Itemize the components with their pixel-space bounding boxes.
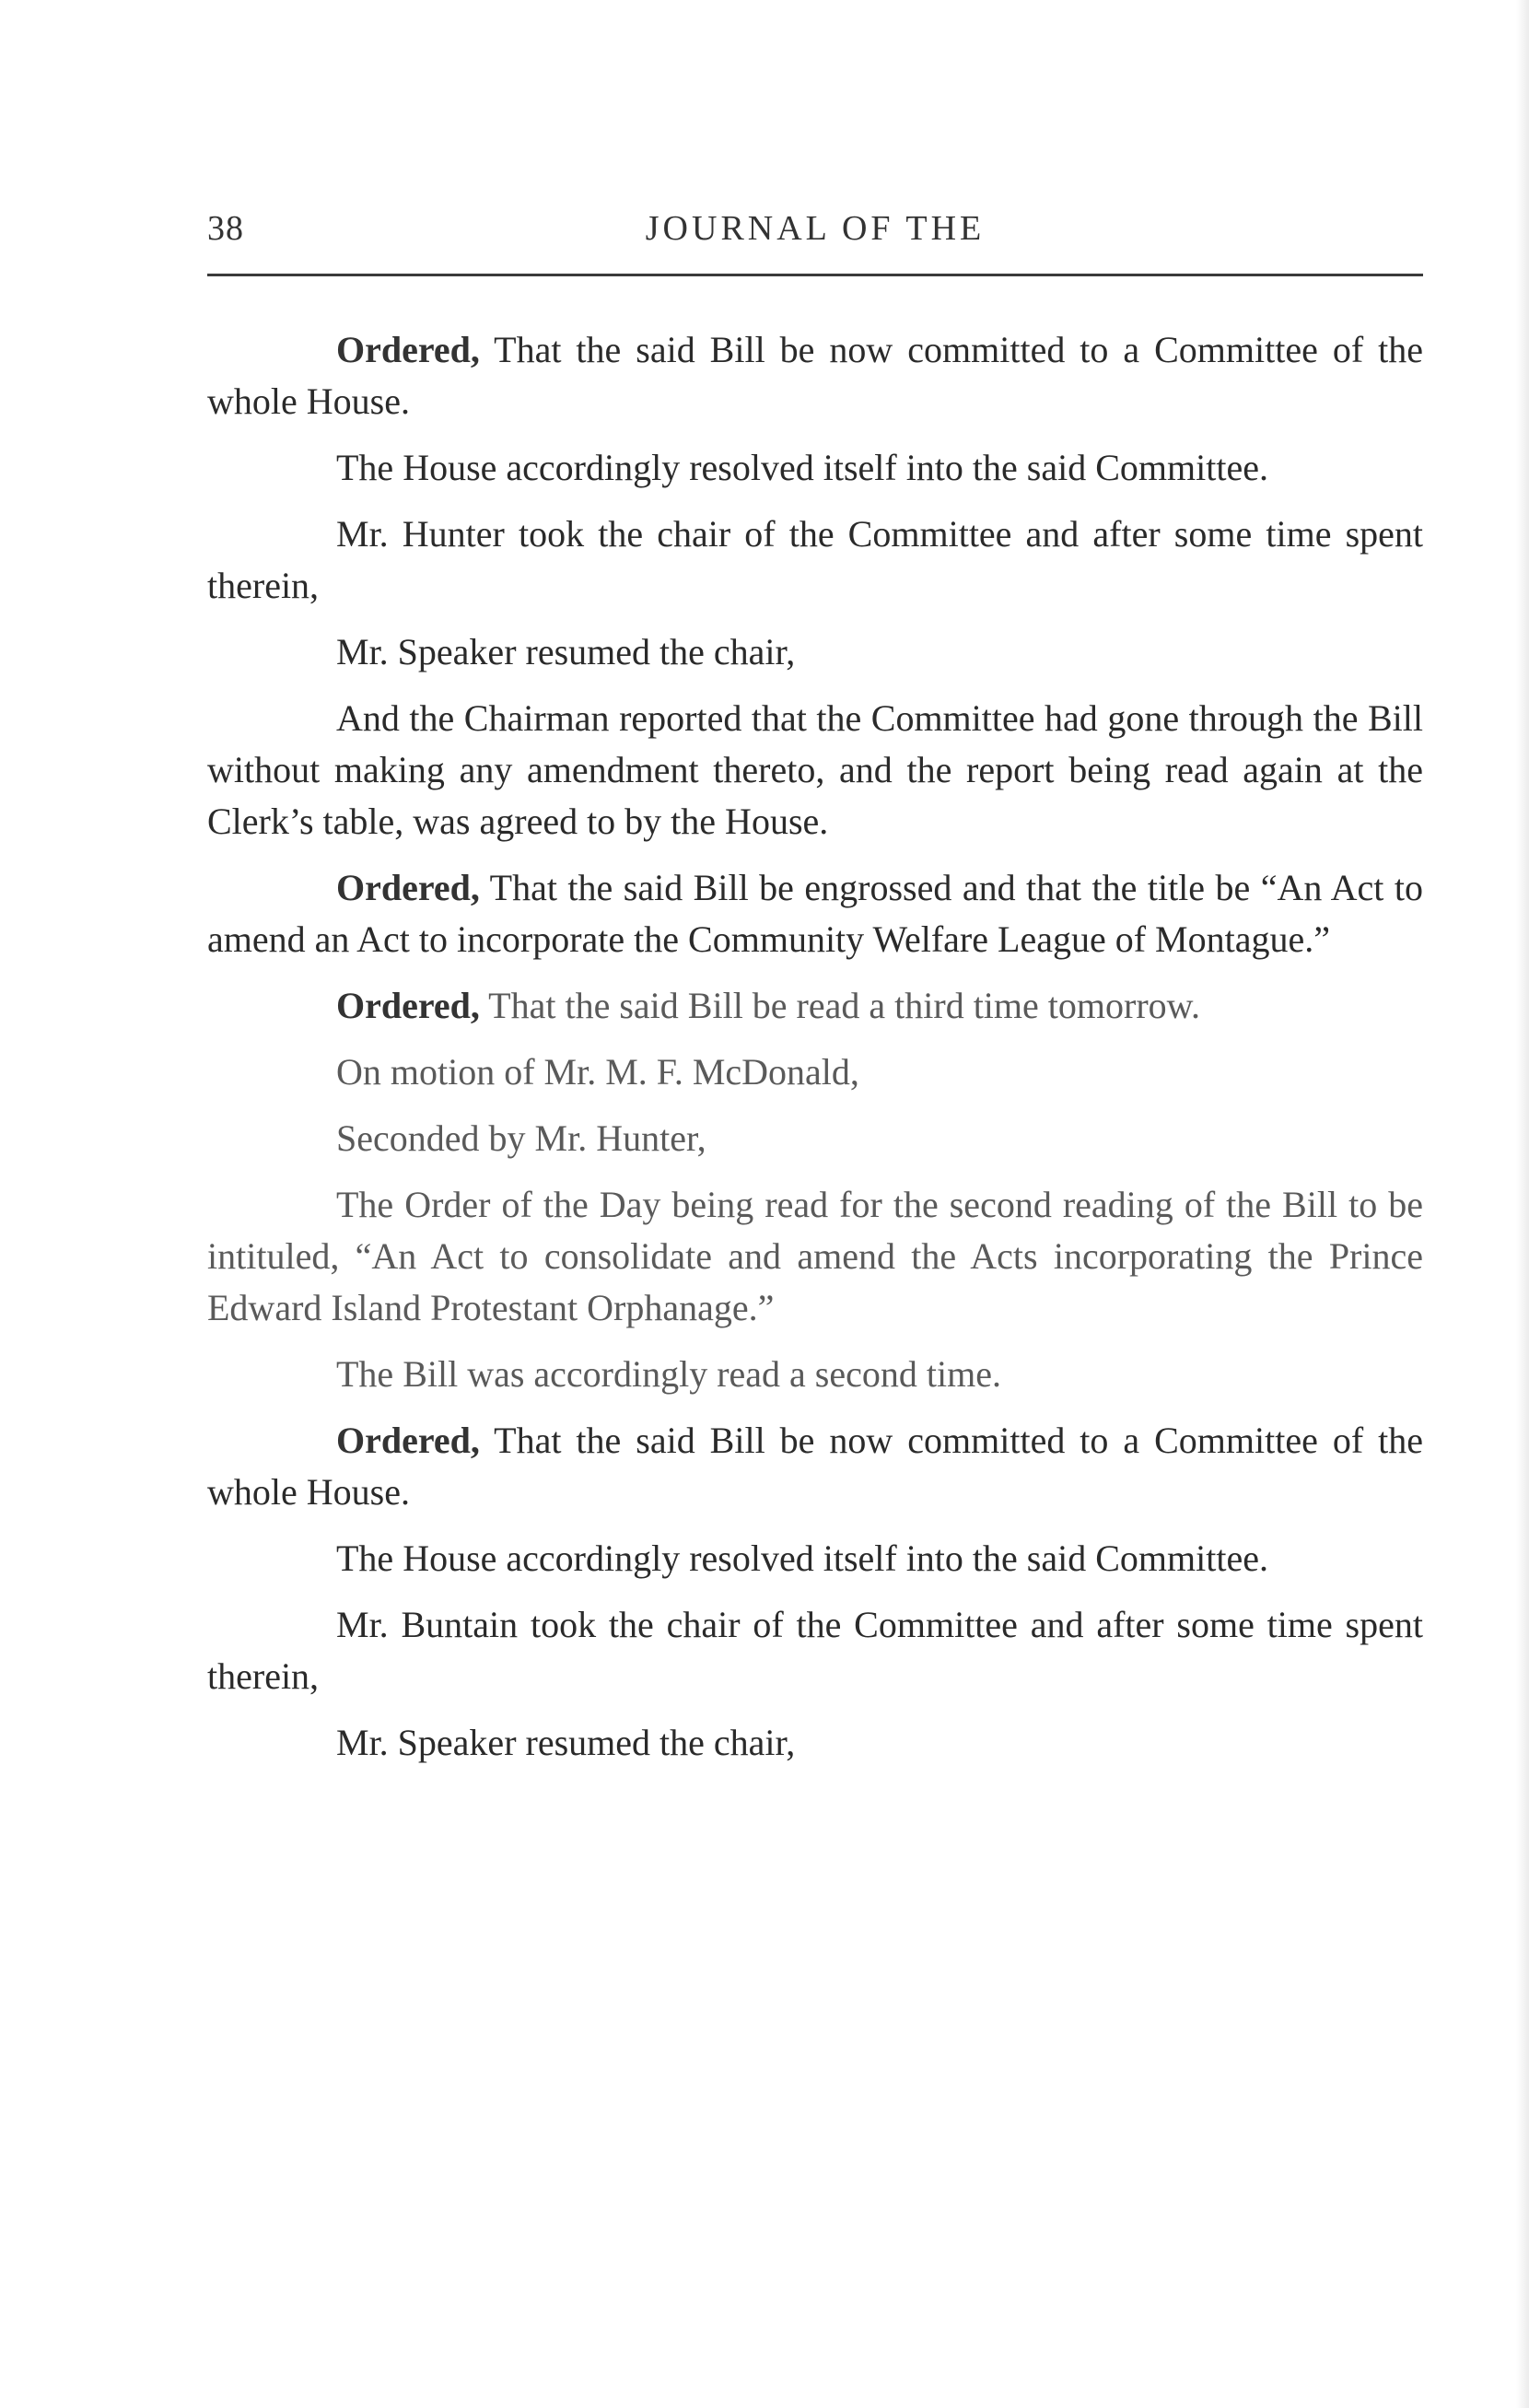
- paragraph-ordered-third-reading: [207, 980, 1423, 1032]
- page-edge-shadow: [1516, 0, 1529, 2408]
- paragraph-hunter-chair: [207, 508, 1423, 612]
- paragraph-text: Mr. Hunter took the chair of the Committee and after some time spent therein,: [207, 513, 1423, 606]
- paragraph-house-resolved: [207, 442, 1423, 494]
- paragraph-text: That the said Bill be now committed to a Committee of the whole House.: [207, 1420, 1423, 1513]
- paragraph-text: Mr. Speaker resumed the chair,: [336, 631, 796, 672]
- paragraph-text: The Order of the Day being read for the second reading of the Bill to be intituled, “An Act to consolidate and amend the Acts incorporating the Prince Edward Island Protestant Orphanage.”: [207, 1184, 1423, 1328]
- running-head: [207, 208, 1423, 263]
- paragraph-house-resolved-2: [207, 1533, 1423, 1584]
- paragraph-ordered-committed-2: [207, 1415, 1423, 1518]
- paragraph-lead: Ordered,: [336, 1420, 480, 1461]
- paragraph-text: That the said Bill be now committed to a Committee of the whole House.: [207, 329, 1423, 422]
- paragraph-text: The House accordingly resolved itself into the said Committee.: [336, 447, 1268, 488]
- paragraph-text: The House accordingly resolved itself into the said Committee.: [336, 1537, 1268, 1579]
- paragraph-lead: Ordered,: [336, 867, 480, 908]
- journal-title: JOURNAL OF THE: [645, 209, 986, 248]
- paragraph-order-of-day: [207, 1179, 1423, 1334]
- journal-body: [207, 324, 1423, 1783]
- paragraph-lead: Ordered,: [336, 329, 480, 370]
- paragraph-text: On motion of Mr. M. F. McDonald,: [336, 1051, 859, 1093]
- paragraph-ordered-engrossed: [207, 862, 1423, 965]
- paragraph-speaker-resumed: [207, 626, 1423, 678]
- header-rule: [207, 274, 1423, 276]
- page-number: 38: [207, 209, 244, 248]
- paragraph-text: Mr. Speaker resumed the chair,: [336, 1722, 796, 1763]
- paragraph-text: The Bill was accordingly read a second time.: [336, 1353, 1001, 1395]
- paragraph-chairman-reported: [207, 693, 1423, 847]
- paragraph-text: Seconded by Mr. Hunter,: [336, 1117, 706, 1159]
- paragraph-lead: Ordered,: [336, 985, 480, 1026]
- paragraph-buntain-chair: [207, 1599, 1423, 1702]
- paragraph-ordered-committed: [207, 324, 1423, 427]
- paragraph-text: And the Chairman reported that the Committee had gone through the Bill without making any amendment thereto, and the report being read again at the Clerk’s table, was agreed to by the House.: [207, 697, 1423, 842]
- paragraph-motion: [207, 1046, 1423, 1098]
- paragraph-text: That the said Bill be read a third time tomorrow.: [479, 985, 1200, 1026]
- paragraph-text: Mr. Buntain took the chair of the Committee and after some time spent therein,: [207, 1604, 1423, 1697]
- paragraph-text: That the said Bill be engrossed and that the title be “An Act to amend an Act to incorporate the Community Welfare League of Montague.”: [207, 867, 1423, 960]
- paragraph-seconded: [207, 1113, 1423, 1164]
- paragraph-speaker-resumed-2: [207, 1717, 1423, 1769]
- paragraph-second-reading: [207, 1349, 1423, 1400]
